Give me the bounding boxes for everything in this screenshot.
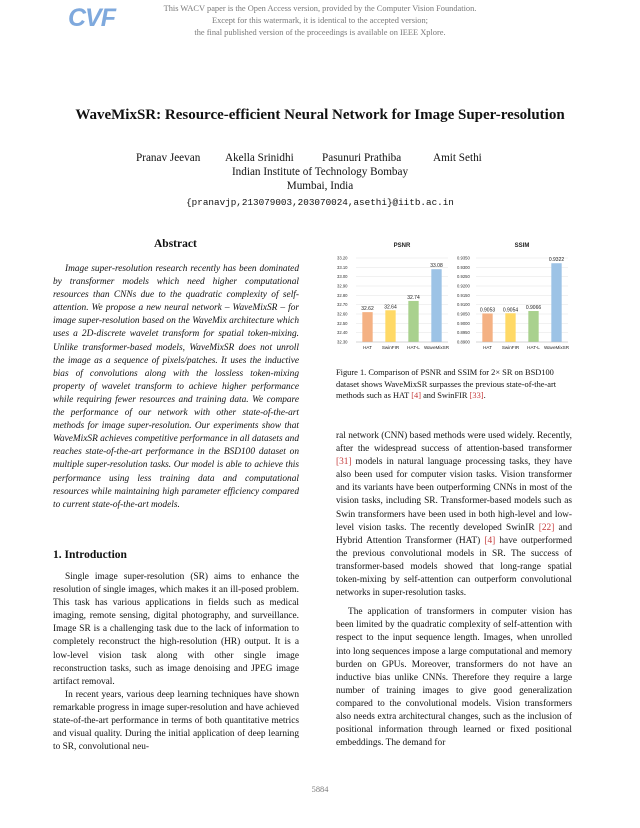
ssim-data-label: 0.9066	[525, 305, 542, 312]
intro-paragraph-4: The application of transformers in computer vision has been limited by the quadratic complexity of self-attention with respect to the input sequence length. Images, when unrolled into long sequences impose a large computational and memory burden on GPUs. Moreover, transformers do not have an inductive bias unlike CNNs. Therefore they require a large number of training images to give good generalization compared to the convolutional models. Vision transformers also needs extra architectural changes, such as the inclusion of positional information through learned or fixed positional embeddings. The demand for	[336, 607, 572, 749]
intro-right-column	[336, 430, 572, 750]
p3-text-d: have outperformed the previous convolutional models in SR. The success of transformer-based models showed that long-range spatial token-mixing by self-attention can outperform convolutional networks in super-resolution tasks.	[336, 535, 572, 599]
ssim-data-label: 0.9053	[479, 307, 496, 314]
author-3: Pasunuri Prathiba	[322, 152, 402, 164]
psnr-y-tick-label: 32.60	[337, 311, 348, 317]
psnr-data-label: 32.74	[407, 294, 420, 301]
caption-ref-swinfir[interactable]: [33]	[469, 391, 484, 401]
intro-left-column	[53, 571, 299, 754]
abstract-text	[53, 263, 299, 512]
ssim-category-label: SwinFIR	[501, 345, 520, 350]
psnr-y-tick-label: 32.70	[337, 302, 348, 308]
p3-text-b: models in natural language processing tasks, they have also been used for computer vision tasks. Vision transformer and its variants have been outperforming CNNs in most of the vision tasks, including SR. Transformer-based models such as Swin transformers have been used in both high-level and low-level vision tasks. The recently developed SwinIR	[336, 457, 572, 533]
ssim-bar	[528, 311, 538, 342]
section-heading-introduction: 1. Introduction	[53, 549, 127, 561]
ssim-y-tick-label: 0.9300	[457, 264, 470, 270]
psnr-data-label: 32.62	[361, 306, 374, 313]
author-2: Akella Srinidhi	[225, 152, 294, 164]
psnr-category-label: WaveMixSR	[423, 345, 450, 350]
psnr-y-tick-label: 33.10	[337, 264, 348, 270]
psnr-y-tick-label: 32.50	[337, 320, 348, 326]
author-email: {pranavjp,213079003,203070024,asethi}@iitb.ac.in	[186, 197, 454, 208]
watermark-line-2: Except for this watermark, it is identical to the accepted version;	[211, 16, 429, 25]
ssim-category-label: HAT-L	[527, 345, 540, 350]
psnr-category-label: SwinFIR	[381, 345, 400, 350]
ssim-bar	[482, 313, 492, 342]
abstract-paragraph: Image super-resolution research recently has been dominated by transformer models which need higher computational resources than CNNs due to the quadratic complexity of self-attention. We propose a new neural network – WaveMixSR – for image super-resolution based on the WaveMix architecture which uses a 2D-discrete wavelet transform for spatial token-mixing. Unlike transformer-based models, WaveMixSR does not unroll the image as a sequence of pixels/patches. It uses the inductive bias of convolutions along with the lossless token-mixing property of wavelet transform to achieve higher performance while requiring fewer resources and training data. We compare the performance of our network with other state-of-the-art methods for image super-resolution. Our experiments show that WaveMixSR achieves competitive performance in all datasets and reaches state-of-the-art performance in the BSD100 dataset on multiple super-resolution tasks. Our model is able to achieve this performance using less training data and computational resources while maintaining high parameter efficiency compared to current state-of-the-art models.	[53, 264, 299, 510]
ssim-y-tick-label: 0.9100	[457, 302, 470, 308]
page-number: 5884	[311, 785, 329, 794]
affiliation-institute: Indian Institute of Technology Bombay	[231, 166, 409, 178]
psnr-data-label: 33.08	[430, 263, 443, 270]
p3-text-a: ral network (CNN) based methods were used widely. Recently, after the widespread success of attention-based transformer	[336, 431, 572, 455]
paper-title: WaveMixSR: Resource-efficient Neural Network for Image Super-resolution	[75, 107, 565, 123]
psnr-y-tick-label: 33.20	[337, 255, 348, 261]
ssim-y-tick-label: 0.9050	[457, 311, 470, 317]
ssim-bar	[551, 263, 561, 342]
ssim-y-tick-label: 0.9200	[457, 283, 470, 289]
ssim-category-label: HAT	[483, 345, 492, 350]
intro-paragraph-1: Single image super-resolution (SR) aims to enhance the resolution of single images, which makes it an ill-posed problem. This task has various applications in fields such as medical imaging, remote sensing, digital photography, and surveillance. Image SR is a challenging task due to the lack of information to completely reconstruct the high-resolution (HR) output. It is a low-level vision task along with other single image reconstruction tasks, such as image denoising and JPEG image artifact removal.	[53, 572, 299, 687]
ssim-data-label: 0.9054	[502, 307, 519, 314]
intro-paragraph-2: In recent years, various deep learning techniques have shown remarkable progress in image super-resolution and have achieved state-of-the-art performance in terms of both quantitative metrics and visual quality. During the initial application of deep learning to SR, convolutional neu-	[53, 689, 299, 753]
psnr-chart	[337, 243, 450, 350]
ssim-y-tick-label: 0.9350	[457, 255, 470, 261]
author-4: Amit Sethi	[433, 152, 482, 164]
ref-transformer[interactable]: [31]	[336, 457, 352, 468]
psnr-category-label: HAT	[363, 345, 372, 350]
ssim-y-tick-label: 0.8900	[457, 339, 470, 345]
author-1: Pranav Jeevan	[136, 152, 201, 164]
figure-1-charts	[336, 238, 572, 360]
affiliation-city: Mumbai, India	[286, 180, 354, 192]
ssim-chart-title: SSIM	[514, 243, 530, 249]
figure-1-caption	[336, 367, 572, 402]
ssim-y-tick-label: 0.9150	[457, 292, 470, 298]
psnr-y-tick-label: 32.40	[337, 330, 348, 336]
psnr-y-tick-label: 32.90	[337, 283, 348, 289]
psnr-bar	[408, 301, 418, 342]
psnr-bar	[362, 312, 372, 342]
ssim-bar	[505, 313, 515, 342]
caption-ref-hat[interactable]: [4]	[411, 391, 421, 401]
psnr-category-label: HAT-L	[407, 345, 420, 350]
psnr-y-tick-label: 33.00	[337, 274, 348, 280]
psnr-data-label: 32.64	[384, 304, 397, 311]
ref-swinir[interactable]: [22]	[538, 522, 555, 533]
ssim-y-tick-label: 0.9000	[457, 320, 470, 326]
ssim-y-tick-label: 0.9250	[457, 274, 470, 280]
watermark-line-3: the final published version of the proceedings is available on IEEE Xplore.	[194, 28, 446, 37]
psnr-bar	[431, 269, 441, 342]
psnr-y-tick-label: 32.30	[337, 339, 348, 345]
psnr-chart-title: PSNR	[393, 243, 411, 249]
cvf-logo: CVF	[68, 4, 115, 32]
ssim-chart	[457, 243, 570, 350]
caption-text-c: .	[483, 391, 486, 401]
caption-text-a: Figure 1. Comparison of PSNR and SSIM for 2× SR on BSD100 dataset shows WaveMixSR surpasses the previous state-of-the-art methods such as HAT	[336, 368, 557, 401]
caption-text-b: and SwinFIR	[420, 391, 470, 401]
ssim-y-tick-label: 0.8950	[457, 330, 470, 336]
watermark-line-1: This WACV paper is the Open Access version, provided by the Computer Vision Foundation.	[163, 4, 477, 13]
p3-text-c: and Hybrid Attention Transformer (HAT)	[336, 522, 573, 546]
psnr-bar	[385, 310, 395, 342]
ssim-data-label: 0.9322	[548, 257, 565, 264]
ssim-category-label: WaveMixSR	[543, 345, 570, 350]
ref-hat[interactable]: [4]	[484, 535, 496, 546]
psnr-y-tick-label: 32.80	[337, 292, 348, 298]
abstract-heading: Abstract	[154, 238, 197, 250]
intro-paragraph-3	[336, 430, 572, 600]
